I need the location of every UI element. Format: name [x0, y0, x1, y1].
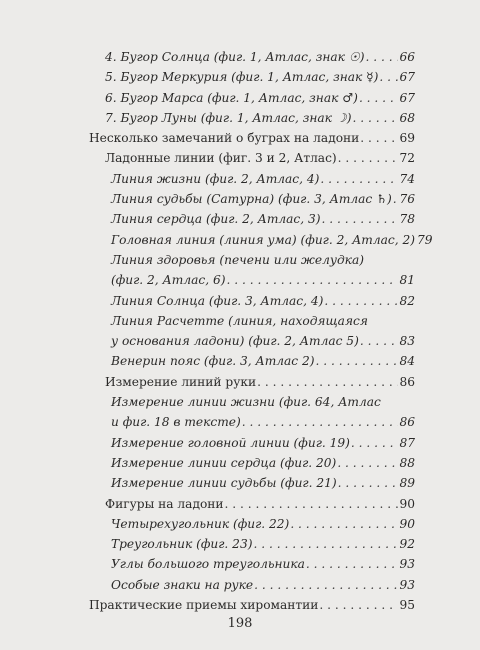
toc-entry — [89, 494, 415, 514]
dot-leader — [320, 169, 398, 189]
toc-page-number: 72 — [399, 151, 415, 166]
dot-leader — [254, 575, 398, 595]
toc-entry — [89, 169, 415, 189]
toc-entry — [89, 250, 415, 291]
toc-page-number: 76 — [399, 192, 415, 207]
toc-entry — [89, 575, 415, 595]
dot-leader — [257, 372, 398, 392]
dot-leader — [319, 595, 398, 615]
toc-page-number: 68 — [399, 110, 415, 125]
toc-page-number: 89 — [399, 476, 415, 491]
toc-entry-title: Измерение головной линии (фиг. 19) — [111, 435, 350, 450]
page-number: 198 — [227, 616, 253, 631]
dot-leader — [379, 67, 398, 87]
toc-entry-title: Измерение линии жизни (фиг. 64, Атлас — [111, 395, 381, 410]
toc-entry-title: Линия жизни (фиг. 2, Атлас, 4) — [111, 171, 320, 186]
toc-entry-title: Измерение линии сердца (фиг. 20) — [111, 455, 337, 470]
toc-entry-title-continued: и фиг. 18 в тексте) — [111, 415, 241, 430]
dot-leader — [352, 108, 398, 128]
toc-page-number: 93 — [399, 577, 415, 592]
toc-entry — [89, 88, 415, 108]
toc-entry — [89, 433, 415, 453]
dot-leader — [351, 433, 399, 453]
toc-entry-title: Линия Расчетте (линия, находящаяся — [111, 313, 368, 328]
dot-leader — [322, 209, 399, 229]
toc-page-number: 90 — [399, 516, 415, 531]
toc-page-number: 87 — [399, 435, 415, 450]
toc-entry-title: Измерение линии судьбы (фиг. 21) — [111, 476, 337, 491]
toc-entry-title: Ладонные линии (фиг. 3 и 2, Атлас) — [105, 151, 337, 166]
toc-page-number: 67 — [399, 90, 415, 105]
dot-leader — [225, 494, 399, 514]
dot-leader — [306, 554, 399, 574]
dot-leader — [316, 351, 399, 371]
table-of-contents — [89, 47, 433, 615]
toc-entry — [89, 189, 415, 209]
dot-leader — [338, 148, 399, 168]
toc-entry — [89, 128, 415, 148]
dot-leader — [226, 270, 398, 290]
toc-entry-title: 7. Бугор Луны (фиг. 1, Атлас, знак ☽) — [105, 110, 352, 125]
toc-entry — [89, 534, 415, 554]
toc-entry-title: Головная линия (линия ума) (фиг. 2, Атлас, 2) — [111, 232, 415, 247]
toc-entry — [89, 453, 415, 473]
toc-entry-title: 5. Бугор Меркурия (фиг. 1, Атлас, знак ☿) — [105, 70, 379, 85]
toc-entry-title-continued: у основания ладони) (фиг. 2, Атлас 5) — [111, 334, 359, 349]
toc-entry-title: Линия судьбы (Сатурна) (фиг. 3, Атлас ♄) — [111, 192, 392, 207]
toc-page-number: 81 — [399, 273, 415, 288]
dot-leader — [366, 47, 399, 67]
toc-entry — [89, 351, 415, 371]
toc-page-number: 74 — [399, 171, 415, 186]
dot-leader — [253, 534, 398, 554]
toc-page-number: 79 — [416, 232, 433, 247]
toc-entry-title: Углы большого треугольника — [111, 557, 305, 572]
dot-leader — [242, 412, 399, 432]
toc-entry-title: Практические приемы хиромантии — [89, 598, 319, 613]
toc-page-number: 86 — [399, 374, 415, 389]
toc-entry — [89, 311, 415, 352]
toc-entry — [89, 291, 415, 311]
dot-leader — [359, 88, 399, 108]
toc-entry — [89, 595, 415, 615]
toc-entry-title: Четырехугольник (фиг. 22) — [111, 516, 290, 531]
toc-entry — [89, 392, 415, 433]
toc-entry-title: Венерин пояс (фиг. 3, Атлас 2) — [111, 354, 315, 369]
toc-page-number: 78 — [399, 212, 415, 227]
toc-entry — [89, 47, 415, 67]
dot-leader — [360, 128, 398, 148]
toc-entry — [89, 209, 415, 229]
dot-leader — [290, 514, 398, 534]
toc-entry-title: 4. Бугор Солнца (фиг. 1, Атлас, знак ☉) — [105, 50, 365, 64]
toc-page-number: 90 — [399, 496, 415, 511]
toc-page-number: 83 — [399, 334, 415, 349]
toc-page-number: 67 — [399, 70, 415, 85]
dot-leader — [337, 453, 398, 473]
dot-leader — [393, 189, 399, 209]
toc-entry-title: Несколько замечаний о буграх на ладони — [89, 131, 360, 146]
toc-entry-title: 6. Бугор Марса (фиг. 1, Атлас, знак ♂) — [105, 90, 358, 105]
dot-leader — [324, 291, 398, 311]
toc-entry — [89, 230, 433, 250]
toc-entry — [89, 108, 415, 128]
toc-entry-title: Линия сердца (фиг. 2, Атлас, 3) — [111, 212, 321, 227]
toc-page-number: 84 — [399, 354, 415, 369]
toc-entry — [89, 514, 415, 534]
toc-entry-title: Линия Солнца (фиг. 3, Атлас, 4) — [111, 293, 324, 308]
toc-page-number: 82 — [399, 293, 415, 308]
toc-page-number: 88 — [399, 455, 415, 470]
dot-leader — [338, 473, 399, 493]
toc-entry-title: Фигуры на ладони — [105, 496, 224, 511]
toc-entry — [89, 372, 415, 392]
toc-page-number: 92 — [399, 537, 415, 552]
toc-entry-title: Линия здоровья (печени или желудка) — [111, 252, 364, 267]
toc-page-number: 69 — [399, 131, 415, 146]
toc-page-number: 93 — [399, 557, 415, 572]
toc-entry — [89, 67, 415, 87]
toc-entry-title: Измерение линий руки — [105, 374, 257, 389]
toc-page-number: 66 — [399, 50, 415, 64]
toc-entry — [89, 473, 415, 493]
toc-entry-title: Особые знаки на руке — [111, 577, 254, 592]
dot-leader — [360, 331, 399, 351]
toc-page-number: 95 — [399, 598, 415, 613]
toc-page-number: 86 — [399, 415, 415, 430]
toc-entry-title: Треугольник (фиг. 23) — [111, 537, 253, 552]
toc-entry — [89, 554, 415, 574]
toc-entry-title-continued: (фиг. 2, Атлас, 6) — [111, 273, 226, 288]
toc-entry — [89, 148, 415, 168]
